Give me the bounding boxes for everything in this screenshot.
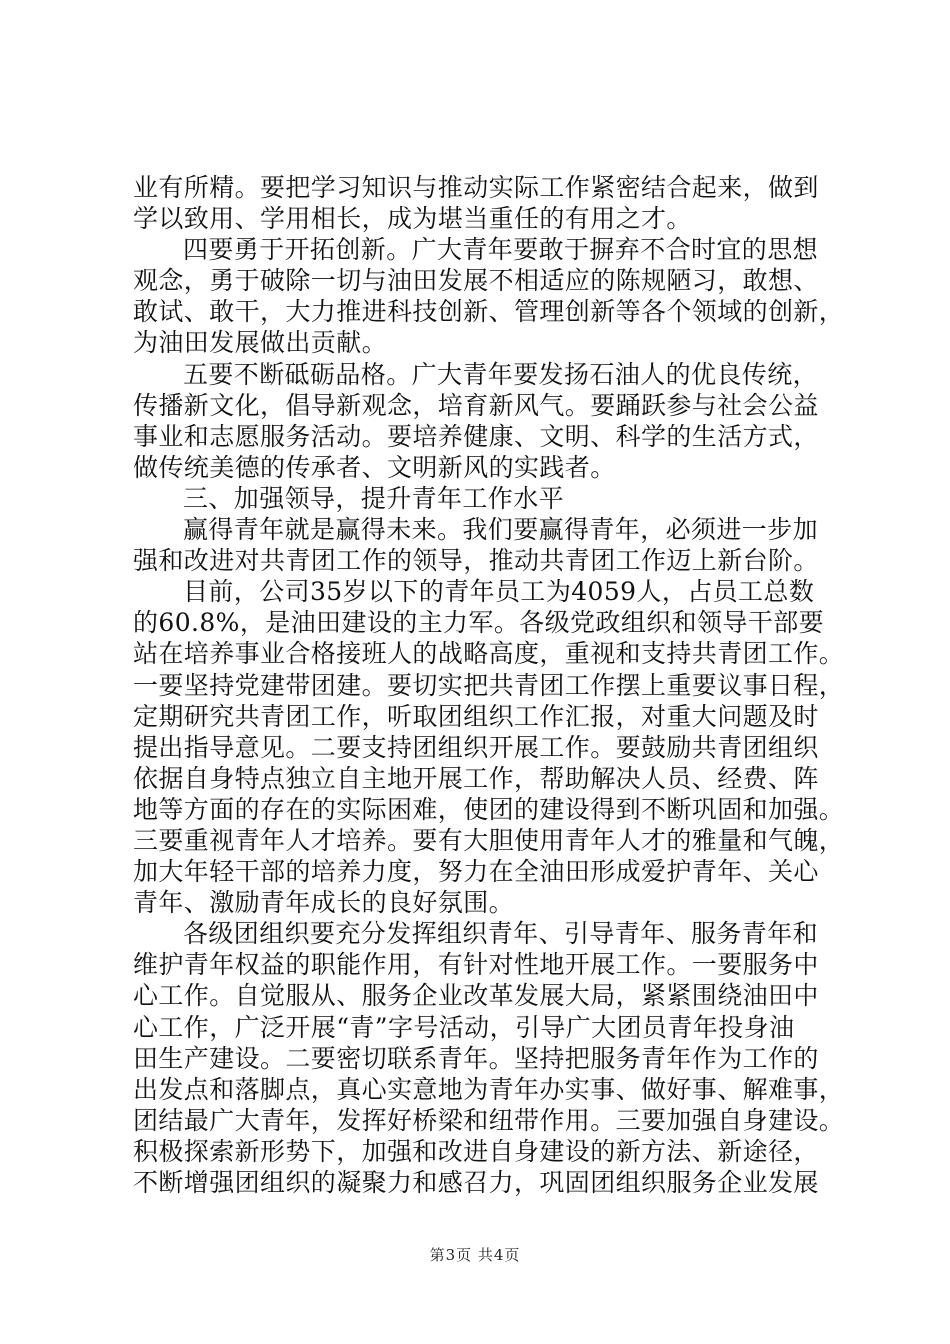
text-line: 的60.8%，是油田建设的主力军。各级党政组织和领导干部要: [133, 608, 825, 638]
text-line: 定期研究共青团工作，听取团组织工作汇报，对重大问题及时: [133, 701, 819, 731]
text-line: 加大年轻干部的培养力度，努力在全油田形成爱护青年、关心: [133, 857, 819, 887]
text-line: 维护青年权益的职能作用，有针对性地开展工作。一要服务中: [133, 950, 819, 980]
text-line: 团结最广大青年，发挥好桥梁和纽带作用。三要加强自身建设。: [133, 1105, 845, 1135]
text-line: 出发点和落脚点，真心实意地为青年办实事、做好事、解难事，: [133, 1074, 845, 1104]
text-line: 地等方面的存在的实际困难，使团的建设得到不断巩固和加强。: [133, 794, 845, 824]
text-line: 传播新文化，倡导新观念，培育新风气。要踊跃参与社会公益: [133, 390, 819, 420]
text-line: 田生产建设。二要密切联系青年。坚持把服务青年作为工作的: [133, 1043, 819, 1073]
paragraph-start-line: 赢得青年就是赢得未来。我们要赢得青年，必须进一步加: [183, 515, 819, 545]
text-line: 为油田发展做出贡献。: [133, 328, 388, 358]
text-line: 站在培养事业合格接班人的战略高度，重视和支持共青团工作。: [133, 639, 845, 669]
paragraph-start-line: 五要不断砥砺品格。广大青年要发扬石油人的优良传统，: [183, 359, 819, 389]
text-line: 学以致用、学用相长，成为堪当重任的有用之才。: [133, 204, 692, 234]
text-line: 敢试、敢干，大力推进科技创新、管理创新等各个领域的创新，: [133, 297, 845, 327]
paragraph-start-line: 各级团组织要充分发挥组织青年、引导青年、服务青年和: [183, 919, 819, 949]
text-line: 三要重视青年人才培养。要有大胆使用青年人才的雅量和气魄，: [133, 825, 845, 855]
text-line: 青年、激励青年成长的良好氛围。: [133, 888, 515, 918]
text-line: 心工作，广泛开展“青”字号活动，引导广大团员青年投身油: [133, 1012, 795, 1042]
paragraph-start-line: 目前，公司35岁以下的青年员工为4059人，占员工总数: [183, 577, 815, 607]
text-line: 观念，勇于破除一切与油田发展不相适应的陈规陋习，敢想、: [133, 266, 819, 296]
page-number-footer: 第3页 共4页: [429, 1246, 521, 1264]
text-line: 强和改进对共青团工作的领导，推动共青团工作迈上新台阶。: [133, 546, 819, 576]
text-line: 做传统美德的传承者、文明新风的实践者。: [133, 452, 616, 482]
document-body: [133, 172, 845, 1198]
text-line: 积极探索新形势下，加强和改进自身建设的新方法、新途径，: [133, 1136, 819, 1166]
text-line: 依据自身特点独立自主地开展工作，帮助解决人员、经费、阵: [133, 763, 819, 793]
text-line: 不断增强团组织的凝聚力和感召力，巩固团组织服务企业发展: [133, 1168, 819, 1197]
text-line: 一要坚持党建带团建。要切实把共青团工作摆上重要议事日程，: [133, 670, 845, 700]
text-line: 心工作。自觉服从、服务企业改革发展大局，紧紧围绕油田中: [133, 981, 819, 1011]
text-line: 业有所精。要把学习知识与推动实际工作紧密结合起来，做到: [133, 173, 819, 202]
paragraph-start-line: 四要勇于开拓创新。广大青年要敢于摒弃不合时宜的思想: [183, 235, 819, 265]
section-heading: 三、加强领导，提升青年工作水平: [183, 483, 565, 513]
text-line: 提出指导意见。二要支持团组织开展工作。要鼓励共青团组织: [133, 732, 819, 762]
text-line: 事业和志愿服务活动。要培养健康、文明、科学的生活方式，: [133, 421, 819, 451]
